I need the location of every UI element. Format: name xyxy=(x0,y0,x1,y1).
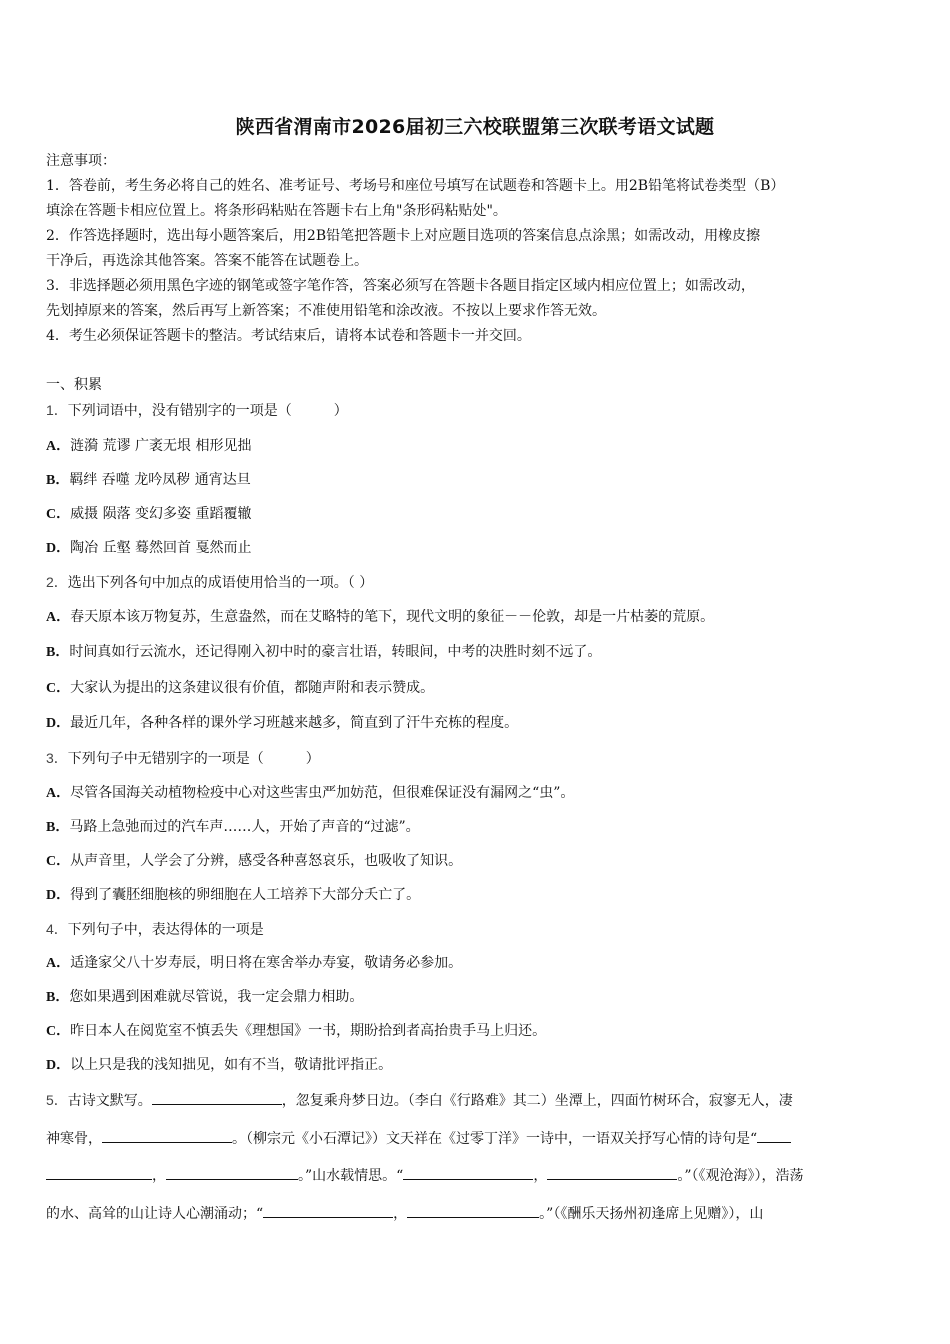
question-3-option-c xyxy=(46,852,462,871)
question-text: 下列词语中，没有错别字的一项是（ ） xyxy=(67,403,348,419)
answer-blank[interactable] xyxy=(757,1128,791,1143)
option-label: A． xyxy=(46,610,71,625)
question-1-option-d xyxy=(46,539,251,558)
question-number: 4． xyxy=(46,921,68,937)
question-3-stem xyxy=(46,749,320,768)
question-3-option-a xyxy=(46,784,574,803)
question-text: 。”（《酬乐天扬州初逢席上见赠》），山 xyxy=(539,1206,764,1222)
answer-blank[interactable] xyxy=(152,1090,282,1105)
option-text: 涟漪 荒谬 广袤无垠 相形见拙 xyxy=(70,438,252,454)
question-text: ， xyxy=(152,1168,166,1184)
question-text: 古诗文默写。 xyxy=(67,1093,152,1109)
notice-line: 3．非选择题必须用黑色字迹的钢笔或签字笔作答，答案必须写在答题卡各题目指定区域内相应位置上；如需改动， xyxy=(46,278,755,294)
question-text: ，忽复乘舟梦日边。（李白《行路难》其二）坐潭上，四面竹树环合，寂寥无人，凄 xyxy=(281,1093,793,1109)
notice-line: 2．作答选择题时，选出每小题答案后，用2B铅笔把答题卡上对应题目选项的答案信息点涂黑；如需改动，用橡皮擦 xyxy=(46,228,761,244)
option-label: C． xyxy=(46,507,71,522)
question-5-line xyxy=(46,1090,793,1110)
option-label: A． xyxy=(46,956,71,971)
notice-line: 先划掉原来的答案，然后再写上新答案；不准使用铅笔和涂改液。不按以上要求作答无效。 xyxy=(46,303,606,319)
question-2-option-b xyxy=(46,643,601,662)
question-number: 2． xyxy=(46,574,68,590)
notice-line: 4．考生必须保证答题卡的整洁。考试结束后，请将本试卷和答题卡一并交回。 xyxy=(46,328,531,344)
question-2-option-d xyxy=(46,714,518,733)
answer-blank[interactable] xyxy=(46,1165,152,1180)
question-5-line xyxy=(46,1165,804,1185)
option-label: B． xyxy=(46,990,70,1005)
question-text: ， xyxy=(393,1206,408,1222)
section-heading: 一、积累 xyxy=(46,377,102,393)
question-1-option-b xyxy=(46,471,251,490)
question-3-option-d xyxy=(46,886,420,905)
option-text: 马路上急弛而过的汽车声……人，开始了声音的“过滤”。 xyxy=(69,819,420,835)
option-label: D． xyxy=(46,716,71,731)
option-label: D． xyxy=(46,888,71,903)
question-number: 3． xyxy=(46,750,68,766)
question-5-line xyxy=(46,1203,763,1223)
question-5-line xyxy=(46,1128,791,1148)
question-4-option-a xyxy=(46,954,462,973)
option-text: 时间真如行云流水，还记得刚入初中时的豪言壮语，转眼间，中考的决胜时刻不远了。 xyxy=(69,644,602,660)
option-text: 威摄 陨落 变幻多姿 重蹈覆辙 xyxy=(70,506,252,522)
option-label: A． xyxy=(46,439,71,454)
question-text: 下列句子中，表达得体的一项是 xyxy=(67,922,264,938)
option-text: 昨日本人在阅览室不慎丢失《理想国》一书，期盼拾到者高抬贵手马上归还。 xyxy=(70,1023,547,1039)
option-label: D． xyxy=(46,541,71,556)
question-1-option-c xyxy=(46,505,251,524)
question-4-option-b xyxy=(46,988,363,1007)
answer-blank[interactable] xyxy=(407,1203,539,1218)
option-text: 大家认为提出的这条建议很有价值，都随声附和表示赞成。 xyxy=(70,680,435,696)
answer-blank[interactable] xyxy=(547,1165,677,1180)
question-2-option-c xyxy=(46,679,434,698)
option-text: 尽管各国海关动植物检疫中心对这些害虫严加妨范，但很难保证没有漏网之“虫”。 xyxy=(70,785,575,801)
question-text: 神寒骨， xyxy=(46,1131,102,1147)
question-text: 的水、高耸的山让诗人心潮涌动；“ xyxy=(46,1206,264,1222)
question-number: 5． xyxy=(46,1092,68,1108)
question-3-option-b xyxy=(46,818,420,837)
question-4-option-d xyxy=(46,1056,392,1075)
notice-line: 1．答卷前，考生务必将自己的姓名、准考证号、考场号和座位号填写在试题卷和答题卡上。用2B铅笔将试卷类型（B） xyxy=(46,178,785,194)
option-text: 您如果遇到困难就尽管说，我一定会鼎力相助。 xyxy=(69,989,364,1005)
question-2-option-a xyxy=(46,608,714,627)
question-text: 。”山水载情思。“ xyxy=(298,1168,404,1184)
question-2-stem xyxy=(46,573,373,592)
question-1-stem xyxy=(46,401,348,420)
question-4-stem xyxy=(46,920,264,939)
question-1-option-a xyxy=(46,437,251,456)
option-text: 以上只是我的浅知拙见，如有不当，敬请批评指正。 xyxy=(70,1057,393,1073)
option-text: 羁绊 吞噬 龙吟凤秽 通宵达旦 xyxy=(69,472,251,488)
option-text: 陶冶 丘壑 蓦然回首 戛然而止 xyxy=(70,540,252,556)
option-label: C． xyxy=(46,1024,71,1039)
option-label: C． xyxy=(46,681,71,696)
question-number: 1． xyxy=(46,402,68,418)
option-text: 最近几年，各种各样的课外学习班越来越多，简直到了汗牛充栋的程度。 xyxy=(70,715,519,731)
answer-blank[interactable] xyxy=(263,1203,393,1218)
question-text: 。”（《观沧海》），浩荡 xyxy=(677,1168,804,1184)
notice-line: 填涂在答题卡相应位置上。将条形码粘贴在答题卡右上角"条形码粘贴处"。 xyxy=(46,203,507,219)
notice-heading: 注意事项： xyxy=(46,153,116,169)
question-text: ， xyxy=(533,1168,548,1184)
page-title: 陕西省渭南市2026届初三六校联盟第三次联考语文试题 xyxy=(235,116,715,138)
question-text: 下列句子中无错别字的一项是（ ） xyxy=(67,751,320,767)
option-label: B． xyxy=(46,820,70,835)
option-label: B． xyxy=(46,473,70,488)
answer-blank[interactable] xyxy=(403,1165,533,1180)
option-text: 适逢家父八十岁寿辰，明日将在寒舍举办寿宴，敬请务必参加。 xyxy=(70,955,463,971)
option-text: 得到了囊胚细胞核的卵细胞在人工培养下大部分夭亡了。 xyxy=(70,887,421,903)
question-4-option-c xyxy=(46,1022,546,1041)
question-text: 选出下列各句中加点的成语使用恰当的一项。（ ） xyxy=(67,575,374,591)
answer-blank[interactable] xyxy=(102,1128,232,1143)
option-label: A． xyxy=(46,786,71,801)
option-label: B． xyxy=(46,645,70,660)
notice-line: 干净后，再选涂其他答案。答案不能答在试题卷上。 xyxy=(46,253,368,269)
answer-blank[interactable] xyxy=(166,1165,298,1180)
option-label: C． xyxy=(46,854,71,869)
option-label: D． xyxy=(46,1058,71,1073)
option-text: 从声音里，人学会了分辨，感受各种喜怒哀乐，也吸收了知识。 xyxy=(70,853,463,869)
option-text: 春天原本该万物复苏，生意盎然，而在艾略特的笔下，现代文明的象征－－伦敦，却是一片枯萎的荒原。 xyxy=(70,609,715,625)
question-text: 。（柳宗元《小石潭记》）文天祥在《过零丁洋》一诗中，一语双关抒写心情的诗句是“ xyxy=(232,1131,758,1147)
